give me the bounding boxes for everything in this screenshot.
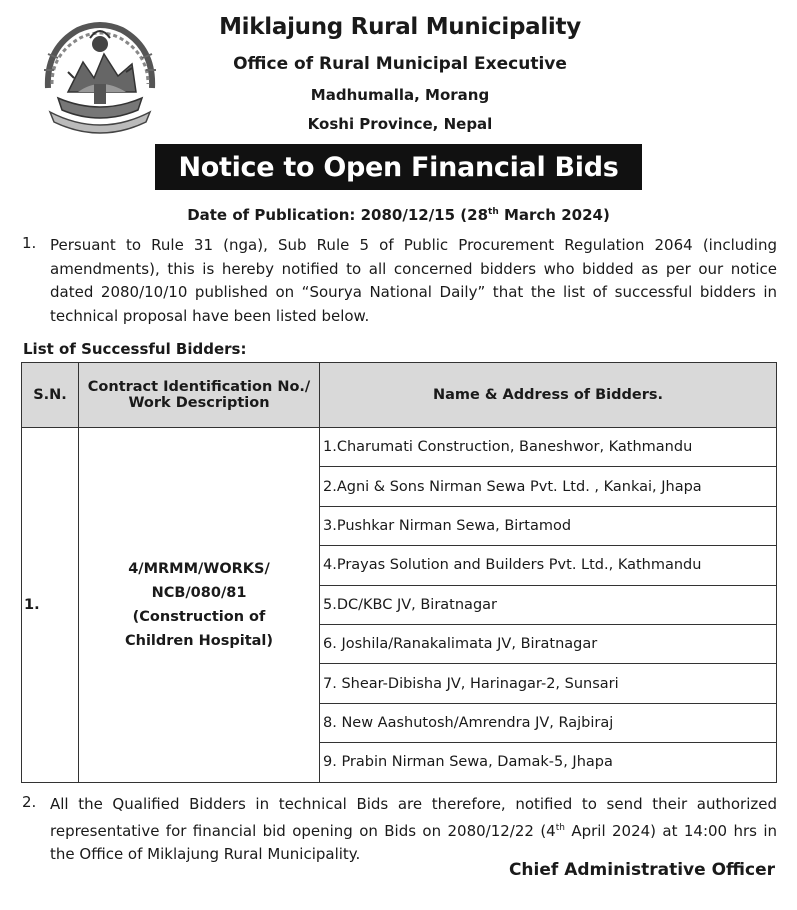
- bidder-entry: 4.Prayas Solution and Builders Pvt. Ltd., Kathmandu: [320, 546, 777, 585]
- nepal-government-emblem-icon: [38, 18, 162, 140]
- bidder-entry: 7. Shear-Dibisha JV, Harinagar-2, Sunsari: [320, 664, 777, 703]
- paragraph-1-line: technical proposal have been listed below.: [50, 306, 370, 325]
- address-line-2: Koshi Province, Nepal: [307, 115, 493, 133]
- paragraph-2-ordinal: th: [555, 822, 565, 833]
- bidder-entry: 1.Charumati Construction, Baneshwor, Kathmandu: [320, 428, 777, 467]
- bidder-entry: 8. New Aashutosh/Amrendra JV, Rajbiraj: [320, 703, 777, 742]
- publication-date-ordinal: th: [488, 207, 499, 217]
- bidder-entry: 5.DC/KBC JV, Biratnagar: [320, 585, 777, 624]
- municipality-name: Miklajung Rural Municipality: [219, 14, 581, 40]
- paragraph-2-number: 2.: [22, 793, 37, 811]
- header-contract-line-2: Work Description: [128, 395, 270, 411]
- address-line-1: Madhumalla, Morang: [310, 86, 490, 104]
- bidder-entry: 6. Joshila/Ranakalimata JV, Biratnagar: [320, 624, 777, 663]
- office-name: Office of Rural Municipal Executive: [233, 54, 567, 74]
- publication-date: [0, 206, 797, 224]
- notice-title: Notice to Open Financial Bids: [155, 144, 642, 190]
- table-header-row: [22, 363, 777, 428]
- bidder-entry: 3.Pushkar Nirman Sewa, Birtamod: [320, 506, 777, 545]
- bidders-table: [21, 362, 777, 783]
- header-contract: [79, 363, 320, 428]
- paragraph-1-line: dated 2080/10/10 published on “Sourya National Daily” that the list of successful bidders in: [50, 283, 777, 301]
- list-heading: List of Successful Bidders:: [23, 340, 247, 358]
- bidder-entry: 2.Agni & Sons Nirman Sewa Pvt. Ltd. , Kankai, Jhapa: [320, 467, 777, 506]
- paragraph-2-line: All the Qualified Bidders in technical Bids are therefore, notified to send their authorized: [50, 795, 777, 813]
- publication-date-prefix: Date of Publication: 2080/12/15 (28: [187, 206, 489, 224]
- paragraph-2-line-2-prefix: representative for financial bid opening on Bids on 2080/12/22 (4: [50, 821, 556, 840]
- header-bidders: Name & Address of Bidders.: [320, 363, 777, 428]
- signature-title: Chief Administrative Officer: [508, 860, 775, 880]
- bidder-entry: 9. Prabin Nirman Sewa, Damak-5, Jhapa: [320, 743, 777, 782]
- contract-line: Children Hospital): [124, 632, 274, 649]
- header-sn: S.N.: [22, 363, 79, 428]
- header-contract-line-1: Contract Identification No./: [87, 379, 311, 395]
- paragraph-2-line: the Office of Miklajung Rural Municipality.: [50, 845, 361, 863]
- paragraph-1: [50, 234, 777, 328]
- contract-line: (Construction of: [132, 608, 266, 625]
- table-row: [22, 428, 777, 467]
- row-sn: 1.: [22, 428, 79, 783]
- paragraph-1-number: 1.: [22, 234, 37, 252]
- contract-line: 4/MRMM/WORKS/: [128, 560, 270, 577]
- paragraph-1-line: amendments), this is hereby notified to all concerned bidders who bidded as per our notice: [50, 259, 777, 278]
- paragraph-2-line-2-suffix: April 2024) at 14:00 hrs in: [564, 821, 778, 840]
- paragraph-2-line: [50, 817, 777, 844]
- contract-line: NCB/080/81: [151, 584, 247, 601]
- paragraph-2: [50, 793, 777, 867]
- publication-date-suffix: March 2024): [498, 206, 610, 224]
- contract-description: [79, 428, 320, 783]
- paragraph-1-line: Persuant to Rule 31 (nga), Sub Rule 5 of Public Procurement Regulation 2064 (including: [50, 236, 777, 254]
